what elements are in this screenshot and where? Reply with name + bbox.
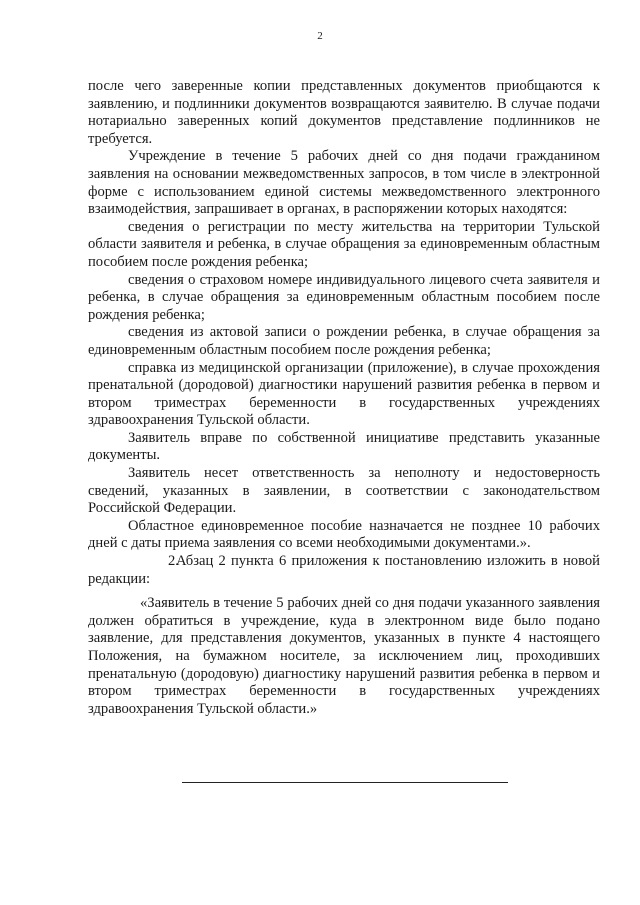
paragraph-institution-requests: Учреждение в течение 5 рабочих дней со дня подачи гражданином заявления на основании межведомственных запросов, в том числе в электронной форме с использованием единой системы межведомственного электронного взаимодействия, запрашивает в органах, в распоряжении которых находятся:: [88, 148, 600, 218]
paragraph-benefit-assignment: Областное единовременное пособие назначается не позднее 10 рабочих дней с даты приема заявления со всеми необходимыми документами.».: [88, 517, 600, 552]
paragraph-birth-record: сведения из актовой записи о рождении ребенка, в случае обращения за единовременным областным пособием после рождения ребенка;: [88, 324, 600, 358]
paragraph-medical-certificate: справка из медицинской организации (приложение), в случае прохождения пренатальной (дородовой) диагностики нарушений развития ребенка в первом и втором триместрах беременности в государственных учреждениях здравоохранения Тульской области.: [88, 359, 600, 429]
item-text: Абзац 2 пункта 6 приложения к постановлению изложить в новой редакции:: [88, 553, 600, 587]
paragraph-insurance-number: сведения о страховом номере индивидуального лицевого счета заявителя и ребенка, в случае обращения за единовременным областным пособием после рождения ребенка;: [88, 271, 600, 323]
paragraph-amendment-item: [88, 553, 600, 588]
paragraph-own-initiative: Заявитель вправе по собственной инициативе представить указанные документы.: [88, 429, 600, 464]
paragraph-documents-copies: после чего заверенные копии представленных документов приобщаются к заявлению, и подлинники документов возвращаются заявителю. В случае подачи нотариально заверенных копий документов представление подлинников не требуется.: [88, 78, 600, 147]
paragraph-responsibility: Заявитель несет ответственность за неполноту и недостоверность сведений, указанных в заявлении, в соответствии с законодательством Российской Федерации.: [88, 465, 600, 517]
paragraph-registration-info: сведения о регистрации по месту жительства на территории Тульской области заявителя и ребенка, в случае обращения за единовременным областным пособием после рождения ребенка;: [88, 218, 600, 270]
document-body: [88, 78, 600, 718]
closing-rule: [182, 782, 508, 783]
item-number: 2.: [168, 553, 179, 570]
paragraph-new-wording-quote: «Заявитель в течение 5 рабочих дней со дня подачи указанного заявления должен обратиться в учреждение, куда в электронном виде было подано заявление, для представления документов, указанных в пункте 4 настоящего Положения, на бумажном носителе, за исключением лиц, проходивших пренатальную (дородовую) диагностику нарушений развития ребенка в первом и втором триместрах беременности в государственных учреждениях здравоохранения Тульской области.»: [88, 595, 600, 717]
page-number: 2: [317, 30, 323, 42]
